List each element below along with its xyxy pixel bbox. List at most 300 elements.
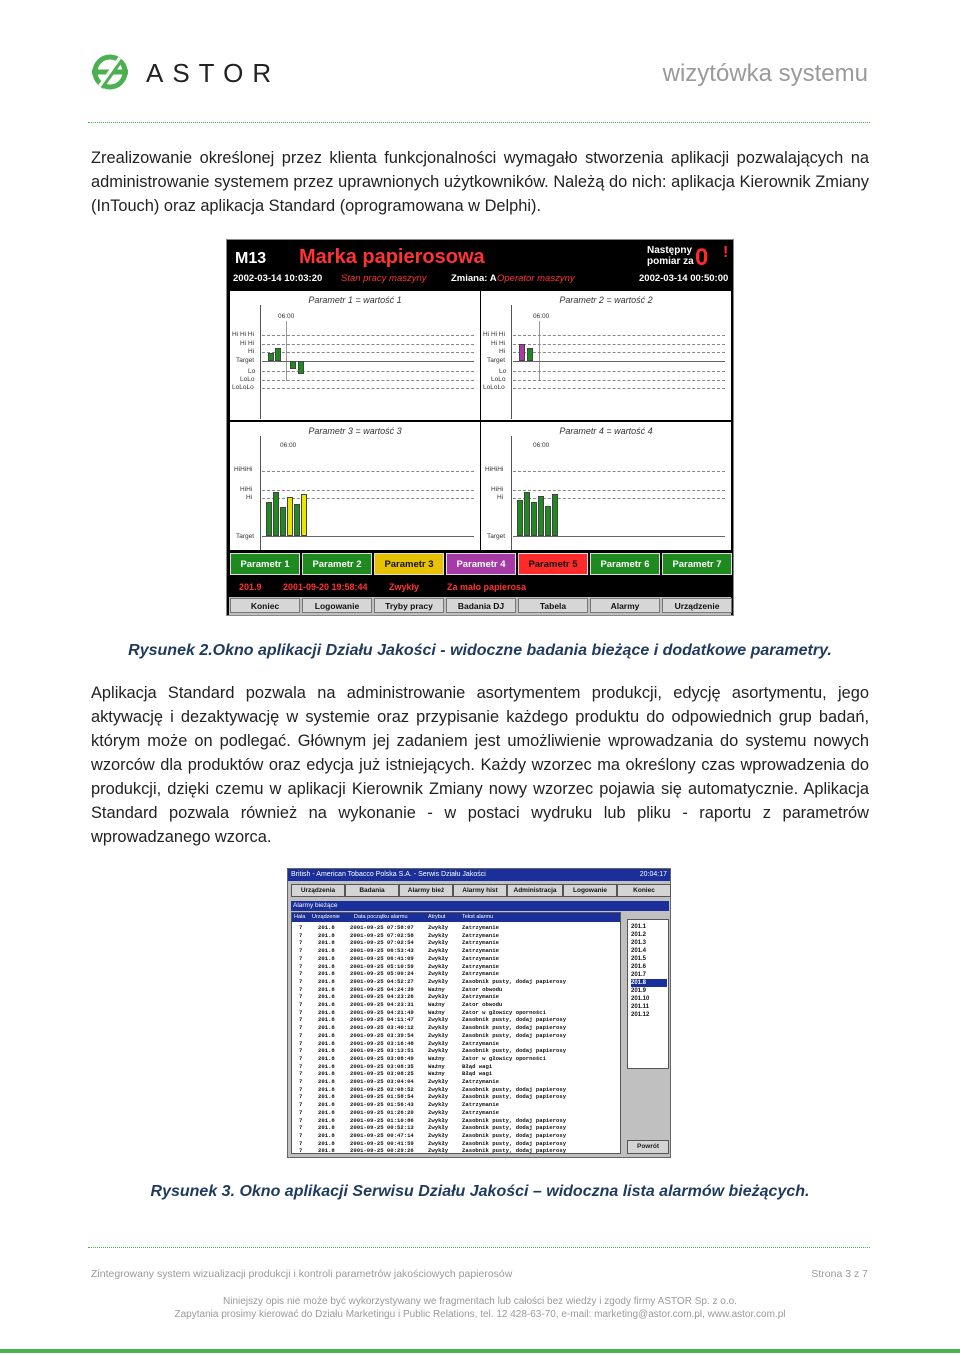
level-label: Lo bbox=[248, 368, 256, 375]
table-cell: 7 bbox=[299, 1008, 303, 1016]
table-cell: 201.8 bbox=[318, 1124, 335, 1132]
status-row bbox=[229, 272, 731, 286]
level-label: Hi Hi Hi bbox=[232, 331, 255, 338]
table-cell: 7 bbox=[299, 1039, 303, 1047]
level-label: Hi bbox=[248, 348, 255, 355]
table-row[interactable] bbox=[292, 1109, 620, 1117]
level-line bbox=[262, 388, 474, 389]
tryby-pracy-button[interactable]: Tryby pracy bbox=[374, 598, 444, 613]
level-line bbox=[262, 352, 474, 353]
table-cell: Zwykły bbox=[428, 1108, 449, 1116]
device-list-item[interactable]: 201.11 bbox=[631, 1004, 650, 1010]
table-cell: Zwykły bbox=[428, 1093, 449, 1101]
table-cell: Zwykły bbox=[428, 1139, 449, 1147]
table-cell: 2001-09-25 03:08:49 bbox=[350, 1054, 414, 1062]
table-cell: Zatrzymanie bbox=[462, 1039, 499, 1047]
level-label: Target bbox=[487, 357, 506, 364]
axis-line bbox=[260, 305, 261, 419]
table-cell: Zatrzymanie bbox=[462, 1078, 499, 1085]
table-cell: Zwykły bbox=[428, 1078, 449, 1085]
target-line bbox=[513, 361, 725, 362]
table-cell: 201.8 bbox=[318, 970, 335, 978]
table-cell: 2001-09-25 03:08:35 bbox=[350, 1062, 414, 1070]
time-mark: 06:00 bbox=[278, 313, 295, 320]
table-cell: Zasobnik pusty, dodaj papierosy bbox=[462, 1124, 567, 1132]
table-cell: 7 bbox=[299, 1001, 303, 1008]
shift-label: Zmiana: A bbox=[451, 273, 497, 284]
table-cell: 201.8 bbox=[318, 1070, 335, 1078]
figure-quality-app-screenshot bbox=[226, 239, 734, 616]
table-cell: 7 bbox=[299, 1031, 303, 1039]
device-list-item[interactable]: 201.7 bbox=[631, 972, 647, 978]
device-list-item[interactable]: 201.1 bbox=[631, 924, 647, 930]
table-cell: 7 bbox=[299, 1070, 303, 1078]
section-label: Alarmy bieżące bbox=[291, 901, 669, 911]
parameter-panel-4 bbox=[481, 422, 731, 550]
level-line bbox=[513, 498, 725, 499]
table-cell: Zwykły bbox=[428, 1101, 449, 1109]
level-label: HiHi bbox=[491, 486, 504, 493]
alarmy-button[interactable]: Alarmy bbox=[590, 598, 660, 613]
table-cell: Zasobnik pusty, dodaj papierosy bbox=[462, 1131, 567, 1139]
table-row[interactable] bbox=[292, 986, 620, 994]
table-cell: 7 bbox=[299, 1054, 303, 1062]
table-cell: 201.8 bbox=[318, 1101, 335, 1109]
table-cell: 201.8 bbox=[318, 939, 335, 947]
table-cell: Zwykły bbox=[428, 1085, 449, 1093]
paragraph-intro: Zrealizowanie określonej przez klienta funkcjonalności wymagało stworzenia aplikacji pozwalających na administrowanie systemem przez uprawnionych użytkowników. Należą do nich: aplikacja Kierownik Zmiany (InTouch) oraz aplikacja Standard (oprogramowana w Delphi). bbox=[91, 149, 869, 215]
table-cell: 7 bbox=[299, 1016, 303, 1024]
col-data: Data początku alarmu bbox=[354, 914, 408, 920]
table-cell: Zwykły bbox=[428, 1124, 449, 1132]
table-cell: 2001-09-25 04:21:49 bbox=[350, 1008, 414, 1016]
logowanie-button[interactable]: Logowanie bbox=[302, 598, 372, 613]
urzadzenia-button[interactable]: Urządzenia bbox=[291, 884, 345, 897]
table-cell: 201.8 bbox=[318, 924, 335, 931]
table-row[interactable] bbox=[292, 1086, 620, 1094]
measurement-bar bbox=[545, 506, 551, 536]
table-cell: 7 bbox=[299, 947, 303, 955]
badania-button[interactable]: Badania bbox=[345, 884, 399, 897]
table-cell: Zwykły bbox=[428, 939, 449, 947]
table-cell: Zwykły bbox=[428, 962, 449, 970]
next-measure-value: 0 bbox=[695, 244, 709, 271]
tab-parametr-2[interactable]: Parametr 2 bbox=[302, 553, 372, 575]
table-cell: Zasobnik pusty, dodaj papierosy bbox=[462, 977, 567, 985]
device-list-item[interactable]: 201.4 bbox=[631, 948, 647, 954]
table-cell: 7 bbox=[299, 985, 303, 993]
table-row[interactable] bbox=[292, 932, 620, 940]
table-row[interactable] bbox=[292, 993, 620, 1001]
table-cell: Zasobnik pusty, dodaj papierosy bbox=[462, 1024, 567, 1032]
powrot-button[interactable]: Powrót bbox=[627, 1140, 669, 1154]
level-line bbox=[262, 335, 474, 336]
level-label: Hi Hi Hi bbox=[483, 331, 506, 338]
measurement-bar bbox=[273, 492, 279, 536]
level-line bbox=[262, 380, 474, 381]
level-line bbox=[513, 371, 725, 372]
parameter-panel-3 bbox=[230, 422, 480, 550]
level-label: Lo bbox=[499, 368, 507, 375]
col-hala: Hala bbox=[294, 914, 306, 920]
table-cell: Ważny bbox=[428, 1062, 445, 1070]
footer-divider bbox=[88, 1247, 870, 1248]
table-cell: Zwykły bbox=[428, 924, 449, 931]
device-list-item[interactable]: 201.10 bbox=[631, 996, 650, 1002]
measurement-bar bbox=[290, 361, 296, 369]
table-cell: 7 bbox=[299, 954, 303, 962]
time-mark: 06:00 bbox=[533, 313, 550, 320]
level-label: Hi bbox=[499, 348, 506, 355]
table-cell: 2001-09-25 06:41:09 bbox=[350, 954, 414, 962]
table-cell: 2001-09-25 04:11:47 bbox=[350, 1016, 414, 1024]
measurement-bar bbox=[519, 344, 525, 361]
table-cell: Zatrzymanie bbox=[462, 1108, 499, 1116]
table-cell: Zwykły bbox=[428, 970, 449, 978]
table-row[interactable] bbox=[292, 1132, 620, 1140]
table-row[interactable] bbox=[292, 1047, 620, 1055]
machine-state: Stan pracy maszyny bbox=[341, 273, 427, 284]
table-cell: 2001-09-25 04:23:31 bbox=[350, 1001, 414, 1008]
alarm-type: Zwykły bbox=[389, 582, 420, 592]
table-cell: Zasobnik pusty, dodaj papierosy bbox=[462, 1085, 567, 1093]
table-cell: 7 bbox=[299, 1131, 303, 1139]
level-label: Hi bbox=[497, 494, 504, 501]
parameter-panel-1 bbox=[230, 291, 480, 420]
table-cell: Ważny bbox=[428, 985, 445, 993]
table-cell: 2001-09-25 07:58:07 bbox=[350, 924, 414, 931]
table-row[interactable] bbox=[292, 955, 620, 963]
table-cell: 2001-09-25 04:24:39 bbox=[350, 985, 414, 993]
device-list bbox=[627, 919, 669, 1069]
page-number: Strona 3 z 7 bbox=[811, 1268, 868, 1280]
table-cell: 7 bbox=[299, 970, 303, 978]
window-titlebar bbox=[288, 869, 670, 881]
col-urzadzenie: Urządzenie bbox=[312, 914, 340, 920]
table-cell: 201.8 bbox=[318, 1047, 335, 1055]
panel-title: Parametr 2 = wartość 2 bbox=[559, 295, 653, 305]
koniec-button[interactable]: Koniec bbox=[617, 884, 671, 897]
table-row[interactable] bbox=[292, 947, 620, 955]
figure-caption-2: Rysunek 3. Okno aplikacji Serwisu Działu Jakości – widoczna lista alarmów bieżących. bbox=[150, 1183, 810, 1200]
target-line bbox=[262, 536, 474, 537]
level-line bbox=[513, 344, 725, 345]
table-cell: Zwykły bbox=[428, 1024, 449, 1032]
parameter-panel-2 bbox=[481, 291, 731, 420]
table-row[interactable] bbox=[292, 1070, 620, 1078]
bottom-accent-bar bbox=[0, 1349, 960, 1353]
table-cell: 7 bbox=[299, 1047, 303, 1055]
table-cell: 201.8 bbox=[318, 947, 335, 955]
level-line bbox=[513, 388, 725, 389]
axis-line bbox=[511, 436, 512, 550]
tab-parametr-1[interactable]: Parametr 1 bbox=[230, 553, 300, 575]
table-cell: 201.8 bbox=[318, 1054, 335, 1062]
level-label: Target bbox=[236, 533, 255, 540]
next-measure-label bbox=[647, 245, 694, 267]
table-row[interactable] bbox=[292, 1009, 620, 1017]
alarm-row bbox=[229, 581, 731, 595]
table-cell: 7 bbox=[299, 977, 303, 985]
table-cell: 2001-09-25 05:00:24 bbox=[350, 970, 414, 978]
level-line bbox=[513, 471, 725, 472]
level-line bbox=[262, 471, 474, 472]
time-line bbox=[286, 321, 287, 381]
level-label: Hi bbox=[246, 494, 253, 501]
table-cell: 2001-09-25 00:41:59 bbox=[350, 1139, 414, 1147]
table-row[interactable] bbox=[292, 939, 620, 947]
level-line bbox=[262, 371, 474, 372]
level-label: HiHiHi bbox=[485, 466, 504, 473]
table-cell: 201.8 bbox=[318, 931, 335, 939]
level-label: HiHi bbox=[240, 486, 253, 493]
table-cell: Zwykły bbox=[428, 1131, 449, 1139]
table-cell: 7 bbox=[299, 939, 303, 947]
administracja-button[interactable]: Administracja bbox=[507, 884, 563, 897]
table-cell: 201.8 bbox=[318, 1139, 335, 1147]
table-cell: 2001-09-25 05:10:59 bbox=[350, 962, 414, 970]
measurement-bar bbox=[524, 492, 530, 536]
table-cell: Zwykły bbox=[428, 1031, 449, 1039]
table-cell: Zwykły bbox=[428, 1147, 449, 1154]
level-line bbox=[513, 352, 725, 353]
table-cell: 7 bbox=[299, 1116, 303, 1124]
tab-parametr-3[interactable]: Parametr 3 bbox=[374, 553, 444, 575]
level-label: LoLo bbox=[240, 376, 255, 383]
tab-parametr-7[interactable]: Parametr 7 bbox=[662, 553, 732, 575]
panel-title: Parametr 4 = wartość 4 bbox=[559, 426, 653, 436]
panel-title: Parametr 1 = wartość 1 bbox=[308, 295, 402, 305]
table-cell: 2001-09-25 03:13:51 bbox=[350, 1047, 414, 1055]
table-row[interactable] bbox=[292, 1055, 620, 1063]
table-cell: Błąd wagi bbox=[462, 1070, 493, 1078]
table-cell: 201.8 bbox=[318, 1008, 335, 1016]
level-label: Target bbox=[236, 357, 255, 364]
time-mark: 06:00 bbox=[533, 442, 550, 449]
table-row[interactable] bbox=[292, 1063, 620, 1071]
device-list-item[interactable]: 201.2 bbox=[631, 932, 647, 938]
table-row[interactable] bbox=[292, 1032, 620, 1040]
tab-parametr-5[interactable]: Parametr 5 bbox=[518, 553, 588, 575]
table-row[interactable] bbox=[292, 1040, 620, 1048]
time-line bbox=[539, 321, 540, 381]
table-cell: 201.8 bbox=[318, 1108, 335, 1116]
table-cell: 2001-09-25 00:29:26 bbox=[350, 1147, 414, 1154]
koniec-button[interactable]: Koniec bbox=[230, 598, 300, 613]
table-cell: Zatrzymanie bbox=[462, 924, 499, 931]
table-cell: Zasobnik pusty, dodaj papierosy bbox=[462, 1147, 567, 1154]
table-cell: Zwykły bbox=[428, 1039, 449, 1047]
measurement-bar bbox=[275, 348, 281, 361]
table-row[interactable] bbox=[292, 1147, 620, 1154]
table-cell: 201.8 bbox=[318, 1085, 335, 1093]
logowanie-button[interactable]: Logowanie bbox=[563, 884, 617, 897]
table-cell: 201.8 bbox=[318, 962, 335, 970]
table-cell: Zasobnik pusty, dodaj papierosy bbox=[462, 1016, 567, 1024]
table-row[interactable] bbox=[292, 1093, 620, 1101]
footer-contact-note: Zapytania prosimy kierować do Działu Marketingu i Public Relations, tel. 12 428-63-70, e-mail: marketing@astor.com.pl, www.astor.com.pl bbox=[174, 1309, 786, 1320]
table-row[interactable] bbox=[292, 1016, 620, 1024]
device-list-item[interactable]: 201.5 bbox=[631, 956, 647, 962]
warning-mark: ! bbox=[723, 244, 729, 261]
table-cell: 2001-09-25 07:02:54 bbox=[350, 939, 414, 947]
table-cell: Zatrzymanie bbox=[462, 1101, 499, 1109]
table-cell: 201.8 bbox=[318, 977, 335, 985]
table-row[interactable] bbox=[292, 1124, 620, 1132]
table-cell: Zwykły bbox=[428, 1016, 449, 1024]
table-cell: 2001-09-25 04:52:27 bbox=[350, 977, 414, 985]
table-cell: 2001-09-25 02:08:52 bbox=[350, 1085, 414, 1093]
level-line bbox=[513, 490, 725, 491]
table-cell: Ważny bbox=[428, 1070, 445, 1078]
datetime-right: 2002-03-14 00:50:00 bbox=[639, 273, 729, 284]
tab-parametr-6[interactable]: Parametr 6 bbox=[590, 553, 660, 575]
table-cell: 201.8 bbox=[318, 1001, 335, 1008]
alarm-datetime: 2001-09-20 19:58:44 bbox=[283, 582, 368, 592]
level-label: Hi Hi bbox=[240, 340, 255, 347]
table-cell: 7 bbox=[299, 993, 303, 1001]
table-row[interactable] bbox=[292, 978, 620, 986]
table-row[interactable] bbox=[292, 924, 620, 932]
level-line bbox=[262, 490, 474, 491]
table-cell: 201.8 bbox=[318, 1116, 335, 1124]
table-row[interactable] bbox=[292, 1101, 620, 1109]
col-atrybut: Atrybut bbox=[428, 914, 446, 920]
figure-caption-1: Rysunek 2.Okno aplikacji Działu Jakości - widoczne badania bieżące i dodatkowe parametry. bbox=[128, 642, 832, 659]
table-cell: 7 bbox=[299, 962, 303, 970]
table-cell: Zator obwodu bbox=[462, 1001, 503, 1008]
parameter-tabs bbox=[229, 553, 731, 577]
table-cell: 7 bbox=[299, 1078, 303, 1085]
product-name: Marka papierosowa bbox=[299, 246, 485, 268]
table-cell: Ważny bbox=[428, 1001, 445, 1008]
measurement-bar bbox=[287, 497, 293, 536]
table-row[interactable] bbox=[292, 963, 620, 971]
time-mark: 06:00 bbox=[280, 442, 297, 449]
table-cell: 7 bbox=[299, 1147, 303, 1154]
device-list-item[interactable]: 201.6 bbox=[631, 964, 647, 970]
measurement-bar bbox=[538, 496, 544, 536]
paragraph-standard-app: Aplikacja Standard pozwala na administrowanie asortymentem produkcji, edycję asortymentu, jego aktywację i dezaktywację w systemie oraz przypisanie każdego produktu do odpowiednich grup badań, którym może on podlegać. Głównym jej zadaniem jest umożliwienie wprowadzania do systemu nowych wzorców dla produktów oraz edycja już istniejących. Każdy wzorzec ma określony czas wprowadzenia do produkcji, dzięki czemu w aplikacji Kierownik Zmiany nowy wzorzec pojawia się automatycznie. Aplikacja Standard pozwala również na wykonanie - w postaci wydruku lub pliku - raportu z parametrów wprowadzanego wzorca. bbox=[91, 684, 869, 846]
device-list-item[interactable]: 201.12 bbox=[631, 1012, 650, 1018]
table-cell: Zasobnik pusty, dodaj papierosy bbox=[462, 1139, 567, 1147]
alarm-code: 201.9 bbox=[239, 582, 262, 592]
window-time: 20:04:17 bbox=[639, 871, 667, 878]
next-label-line1: Następny bbox=[647, 245, 693, 256]
alarm-text: Za mało papierosa bbox=[447, 582, 527, 592]
alarm-table bbox=[291, 912, 621, 1154]
table-cell: 2001-09-25 00:52:13 bbox=[350, 1124, 414, 1132]
axis-line bbox=[260, 436, 261, 550]
table-cell: Zatrzymanie bbox=[462, 970, 499, 978]
section-title: wizytówka systemu bbox=[662, 60, 868, 87]
table-cell: Zasobnik pusty, dodaj papierosy bbox=[462, 1047, 567, 1055]
table-cell: 201.8 bbox=[318, 1093, 335, 1101]
footer-copyright-note: Niniejszy opis nie może być wykorzystywany we fragmentach lub całości bez wiedzy i zgody firmy ASTOR Sp. z o.o. bbox=[223, 1296, 737, 1307]
table-cell: 2001-09-25 01:10:86 bbox=[350, 1116, 414, 1124]
table-cell: 7 bbox=[299, 924, 303, 931]
table-cell: Zatrzymanie bbox=[462, 939, 499, 947]
table-header bbox=[292, 913, 620, 922]
device-list-item[interactable]: 201.3 bbox=[631, 940, 647, 946]
device-list-item[interactable]: 201.8 bbox=[631, 979, 667, 987]
table-cell: 7 bbox=[299, 931, 303, 939]
table-cell: 7 bbox=[299, 1108, 303, 1116]
datetime-left: 2002-03-14 10:03:20 bbox=[233, 273, 323, 284]
app-button-row bbox=[229, 597, 731, 615]
machine-label: M13 bbox=[235, 250, 267, 267]
table-cell: Zwykły bbox=[428, 993, 449, 1001]
table-cell: Zatrzymanie bbox=[462, 962, 499, 970]
table-cell: 2001-09-25 03:16:48 bbox=[350, 1039, 414, 1047]
table-cell: 2001-09-25 01:26:20 bbox=[350, 1108, 414, 1116]
table-row[interactable] bbox=[292, 970, 620, 978]
table-row[interactable] bbox=[292, 1117, 620, 1125]
measurement-bar bbox=[266, 502, 272, 536]
table-cell: Błąd wagi bbox=[462, 1062, 493, 1070]
level-label: Target bbox=[487, 533, 506, 540]
table-cell: Zwykły bbox=[428, 931, 449, 939]
level-label: HiHiHi bbox=[234, 466, 253, 473]
table-cell: Zwykły bbox=[428, 954, 449, 962]
target-line bbox=[513, 536, 725, 537]
measurement-bar bbox=[527, 348, 533, 361]
table-cell: 7 bbox=[299, 1101, 303, 1109]
table-row[interactable] bbox=[292, 1001, 620, 1009]
table-cell: Ważny bbox=[428, 1054, 445, 1062]
urzadzenie-button[interactable]: Urządzenie bbox=[662, 598, 732, 613]
badania-dj-button[interactable]: Badania DJ bbox=[446, 598, 516, 613]
table-cell: 201.8 bbox=[318, 1024, 335, 1032]
table-cell: 7 bbox=[299, 1062, 303, 1070]
measurement-bar bbox=[531, 502, 537, 536]
table-cell: Zatrzymanie bbox=[462, 993, 499, 1001]
table-cell: 201.8 bbox=[318, 1031, 335, 1039]
table-cell: Zator obwodu bbox=[462, 985, 503, 993]
tab-parametr-4[interactable]: Parametr 4 bbox=[446, 553, 516, 575]
axis-line bbox=[511, 305, 512, 419]
level-line bbox=[513, 380, 725, 381]
device-list-item[interactable]: 201.9 bbox=[631, 988, 647, 994]
table-row[interactable] bbox=[292, 1140, 620, 1148]
table-cell: 2001-09-25 06:53:43 bbox=[350, 947, 414, 955]
table-cell: Zator w głowicy oporności bbox=[462, 1008, 546, 1016]
table-cell: Zasobnik pusty, dodaj papierosy bbox=[462, 1093, 567, 1101]
table-cell: 7 bbox=[299, 1124, 303, 1132]
level-label: LoLoLo bbox=[232, 384, 254, 391]
measurement-bar bbox=[298, 361, 304, 374]
table-cell: 2001-09-25 03:39:54 bbox=[350, 1031, 414, 1039]
alarmy-biez-button[interactable]: Alarmy bież bbox=[399, 884, 453, 897]
table-cell: Zwykły bbox=[428, 1116, 449, 1124]
table-cell: 7 bbox=[299, 1139, 303, 1147]
table-row[interactable] bbox=[292, 1078, 620, 1086]
alarmy-hist-button[interactable]: Alarmy hist bbox=[453, 884, 507, 897]
table-cell: Ważny bbox=[428, 1008, 445, 1016]
header-divider bbox=[88, 122, 870, 123]
level-line bbox=[262, 344, 474, 345]
table-cell: 201.8 bbox=[318, 993, 335, 1001]
tabela-button[interactable]: Tabela bbox=[518, 598, 588, 613]
table-cell: 7 bbox=[299, 1093, 303, 1101]
level-label: LoLo bbox=[491, 376, 506, 383]
table-cell: Zatrzymanie bbox=[462, 931, 499, 939]
measurement-bar bbox=[280, 507, 286, 536]
next-label-line2: pomiar za bbox=[647, 256, 694, 267]
table-cell: 201.8 bbox=[318, 1016, 335, 1024]
table-row[interactable] bbox=[292, 1024, 620, 1032]
table-cell: 201.8 bbox=[318, 985, 335, 993]
